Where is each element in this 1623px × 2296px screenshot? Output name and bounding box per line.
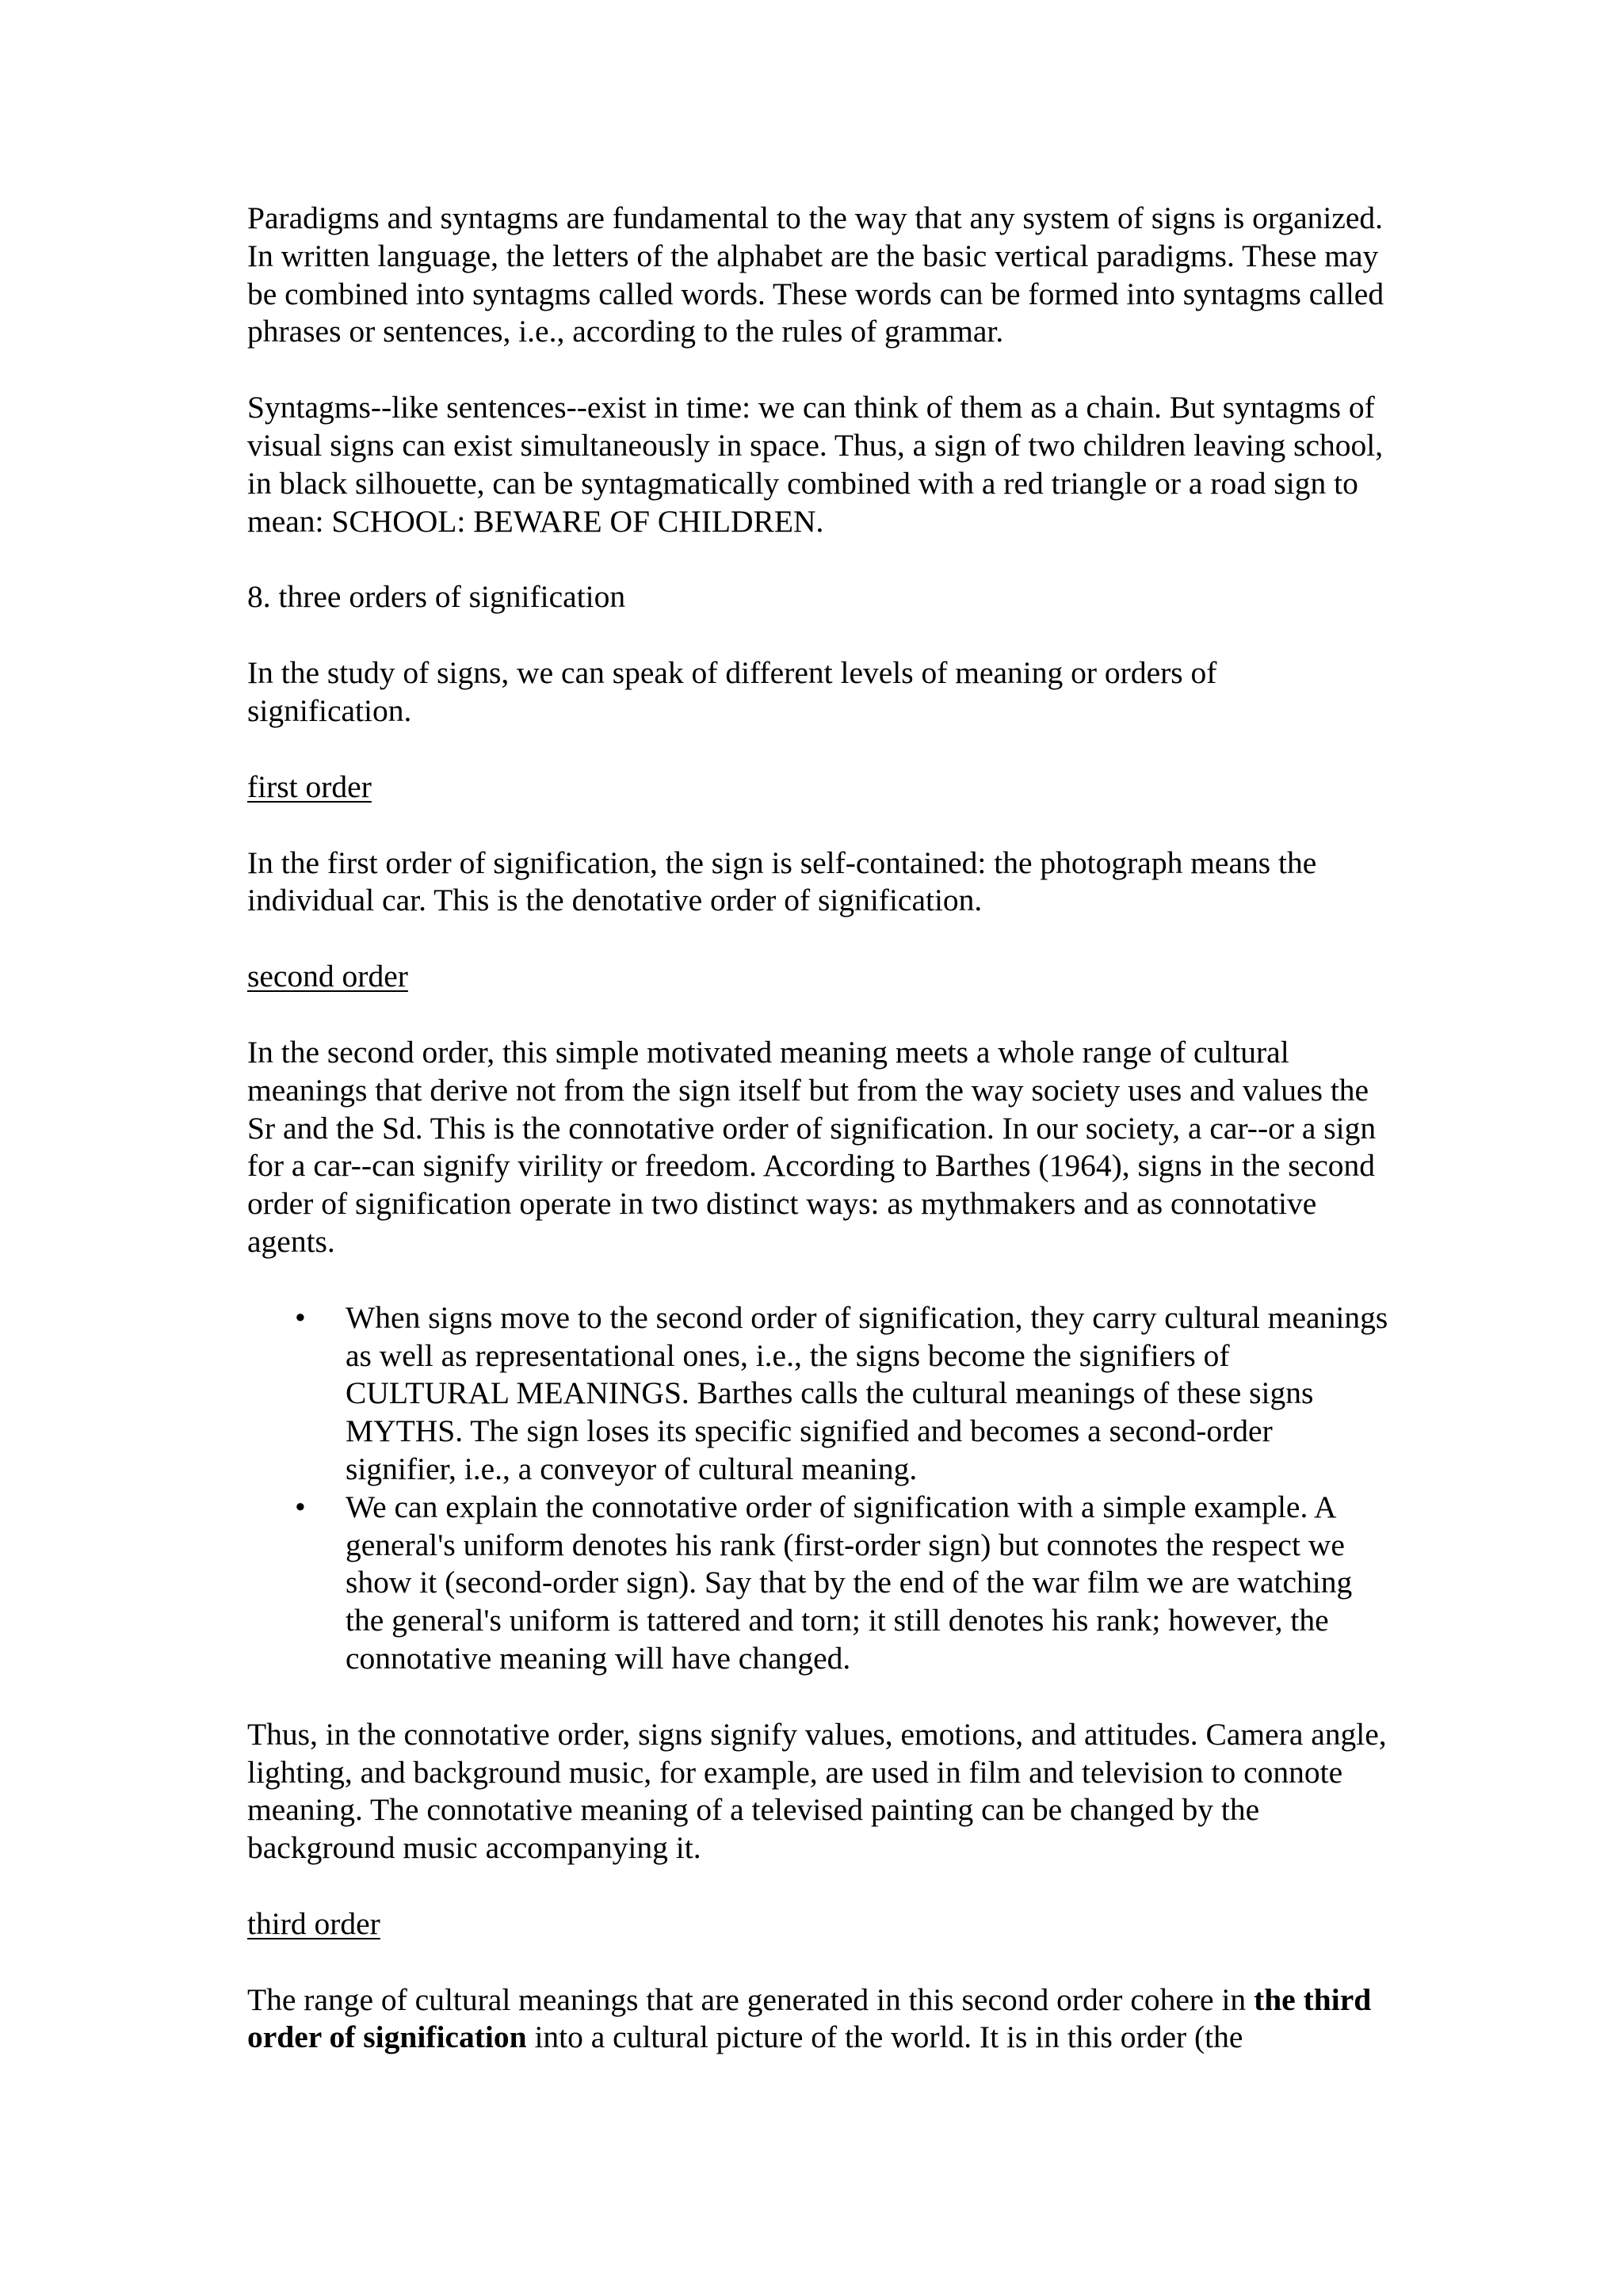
subheading-first-order: first order (247, 769, 372, 804)
paragraph-third-order-start: The range of cultural meanings that are generated in this second order cohere in (247, 1981, 1254, 2017)
bullet-icon: • (295, 1489, 306, 1524)
paragraph-connotative-order: Thus, in the connotative order, signs signify values, emotions, and attitudes. Camera angle, lighting, and background music, for example, are used in film and television to connote meaning. The connotative meaning of a televised painting can be changed by the background music accompanying it. (247, 1716, 1387, 1866)
paragraph-third-order-end: into a cultural picture of the world. It is in this order (the (526, 2019, 1243, 2055)
paragraph-levels-of-meaning: In the study of signs, we can speak of different levels of meaning or orders of signification. (247, 655, 1217, 728)
paragraph-first-order: In the first order of signification, the sign is self-contained: the photograph means the individual car. This is the denotative order of signification. (247, 845, 1317, 918)
paragraph-third-order-bold: the third order of signification (247, 1981, 1372, 2055)
list-item (295, 1299, 1388, 1489)
paragraph-paradigms-syntagms: Paradigms and syntagms are fundamental to the way that any system of signs is organized. In written language, the letters of the alphabet are the basic vertical paradigms. These may be combined into syntagms called words. These words can be formed into syntagms called phrases or sentences, i.e., according to the rules of grammar. (247, 200, 1384, 349)
section-heading-three-orders: 8. three orders of signification (247, 579, 626, 615)
paragraph-second-order: In the second order, this simple motivated meaning meets a whole range of cultural meanings that derive not from the sign itself but from the way society uses and values the Sr and the Sd. This is the connotative order of signification. In our society, a car--or a sign for a car--can signify virility or freedom. According to Barthes (1964), signs in the second order of signification operate in two distinct ways: as mythmakers and as connotative agents. (247, 1034, 1377, 1259)
subheading-second-order: second order (247, 959, 408, 994)
list-item-text: When signs move to the second order of signification, they carry cultural meanings as well as representational ones, i.e., the signs become the signifiers of CULTURAL MEANINGS. Barthes calls the cultural meanings of these signs MYTHS. The sign loses its specific signified and becomes a second-order signifier, i.e., a conveyor of cultural meaning. (346, 1299, 1388, 1486)
list-item (295, 1489, 1388, 1678)
bullet-icon: • (295, 1299, 306, 1335)
bullet-list-second-order (247, 1299, 1388, 1678)
paragraph-third-order (247, 1981, 1388, 2058)
subheading-third-order: third order (247, 1905, 380, 1941)
list-item-text: We can explain the connotative order of signification with a simple example. A general's uniform denotes his rank (first-order sign) but connotes the respect we show it (second-order sign). Say that by the end of the war film we are watching the general's uniform is tattered and torn; it still denotes his rank; however, the connotative meaning will have changed. (346, 1489, 1353, 1676)
paragraph-syntagms-time: Syntagms--like sentences--exist in time: we can think of them as a chain. But syntagms of visual signs can exist simultaneously in space. Thus, a sign of two children leaving school, in black silhouette, can be syntagmatically combined with a red triangle or a road sign to mean: SCHOOL: BEWARE OF CHILDREN. (247, 390, 1384, 539)
document-body (247, 200, 1388, 2095)
